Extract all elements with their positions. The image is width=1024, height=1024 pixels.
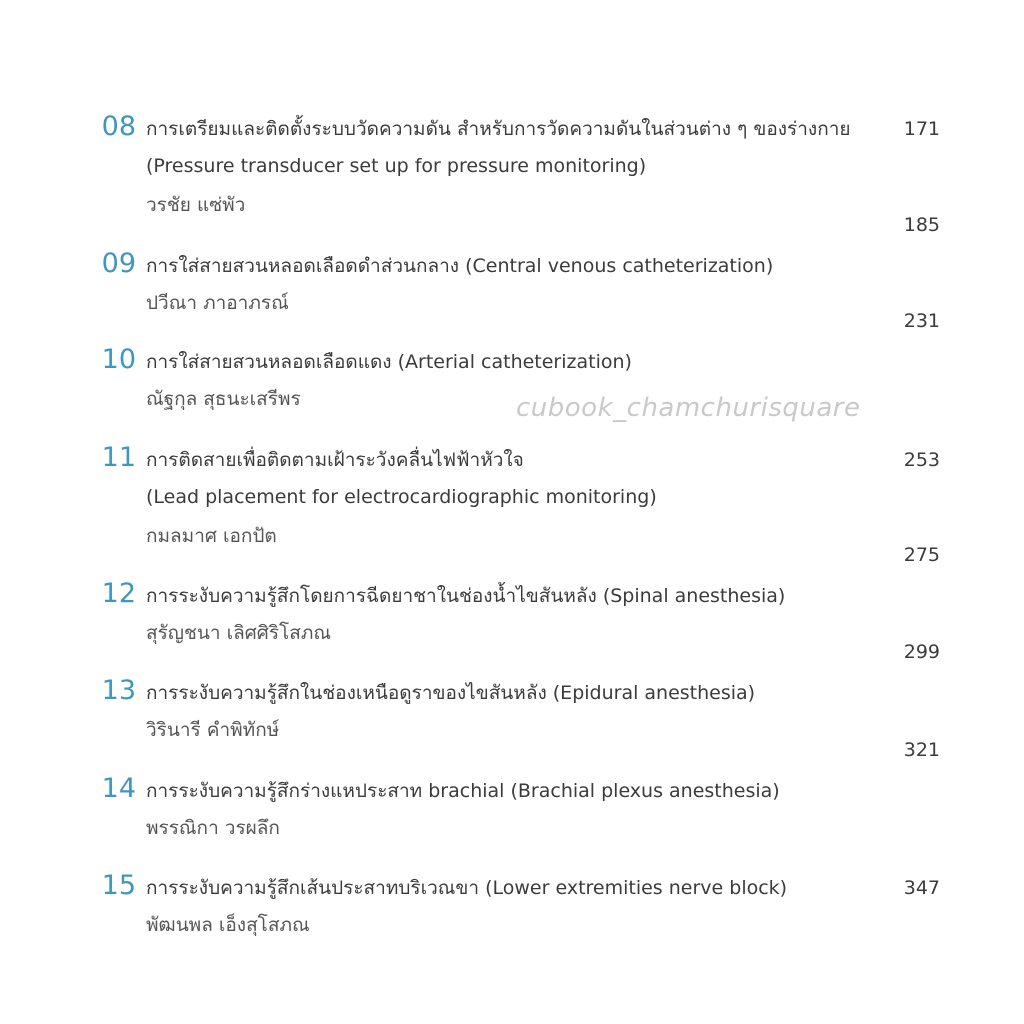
chapter-author: ณัฐกุล สุธนะเสรีพร	[146, 388, 301, 410]
page-number: 347	[903, 877, 940, 899]
chapter-number: 09	[101, 248, 136, 279]
chapter-title-english: (Pressure transducer set up for pressure monitoring)	[146, 155, 647, 177]
chapter-title-thai: การใส่สายสวนหลอดเลือดดำส่วนกลาง (Central venous catheterization)	[146, 255, 774, 277]
chapter-author: พัฒนพล เอ็งสุโสภณ	[146, 914, 310, 936]
chapter-number: 11	[101, 442, 136, 473]
chapter-number: 13	[101, 675, 136, 706]
chapter-author: สุรัญชนา เลิศศิริโสภณ	[146, 622, 331, 644]
page-number: 171	[903, 118, 940, 140]
chapter-author: กมลมาศ เอกปัต	[146, 525, 277, 547]
chapter-author: วิรินารี คำพิทักษ์	[146, 719, 280, 741]
chapter-author: วรชัย แซ่พัว	[146, 194, 246, 216]
chapter-title-thai: การเตรียมและติดตั้งระบบวัดความดัน สำหรับการวัดความดันในส่วนต่าง ๆ ของร่างกาย	[146, 118, 851, 140]
chapter-number: 10	[101, 344, 136, 375]
page-number: 275	[903, 544, 940, 566]
page-number: 321	[903, 739, 940, 761]
chapter-title-thai: การระงับความรู้สึกในช่องเหนือดูราของไขสันหลัง (Epidural anesthesia)	[146, 682, 756, 704]
chapter-title-thai: การระงับความรู้สึกร่างแหประสาท brachial (Brachial plexus anesthesia)	[146, 780, 780, 802]
chapter-number: 12	[101, 578, 136, 609]
chapter-number: 14	[101, 773, 136, 804]
chapter-title-thai: การติดสายเพื่อติดตามเฝ้าระวังคลื่นไฟฟ้าหัวใจ	[146, 449, 524, 471]
page-number: 253	[903, 449, 940, 471]
chapter-author: ปวีณา ภาอาภรณ์	[146, 292, 289, 314]
chapter-author: พรรณิกา วรผลึก	[146, 817, 280, 839]
chapter-title-english: (Lead placement for electrocardiographic monitoring)	[146, 486, 657, 508]
page-number: 231	[903, 310, 940, 332]
chapter-number: 08	[101, 111, 136, 142]
chapter-title-thai: การใส่สายสวนหลอดเลือดแดง (Arterial catheterization)	[146, 351, 632, 373]
chapter-title-thai: การระงับความรู้สึกโดยการฉีดยาชาในช่องน้ำไขสันหลัง (Spinal anesthesia)	[146, 585, 786, 607]
watermark-text: cubook_chamchurisquare	[516, 393, 861, 423]
chapter-number: 15	[101, 870, 136, 901]
page-number: 299	[903, 641, 940, 663]
chapter-title-thai: การระงับความรู้สึกเส้นประสาทบริเวณขา (Lower extremities nerve block)	[146, 877, 788, 899]
page-number: 185	[903, 214, 940, 236]
